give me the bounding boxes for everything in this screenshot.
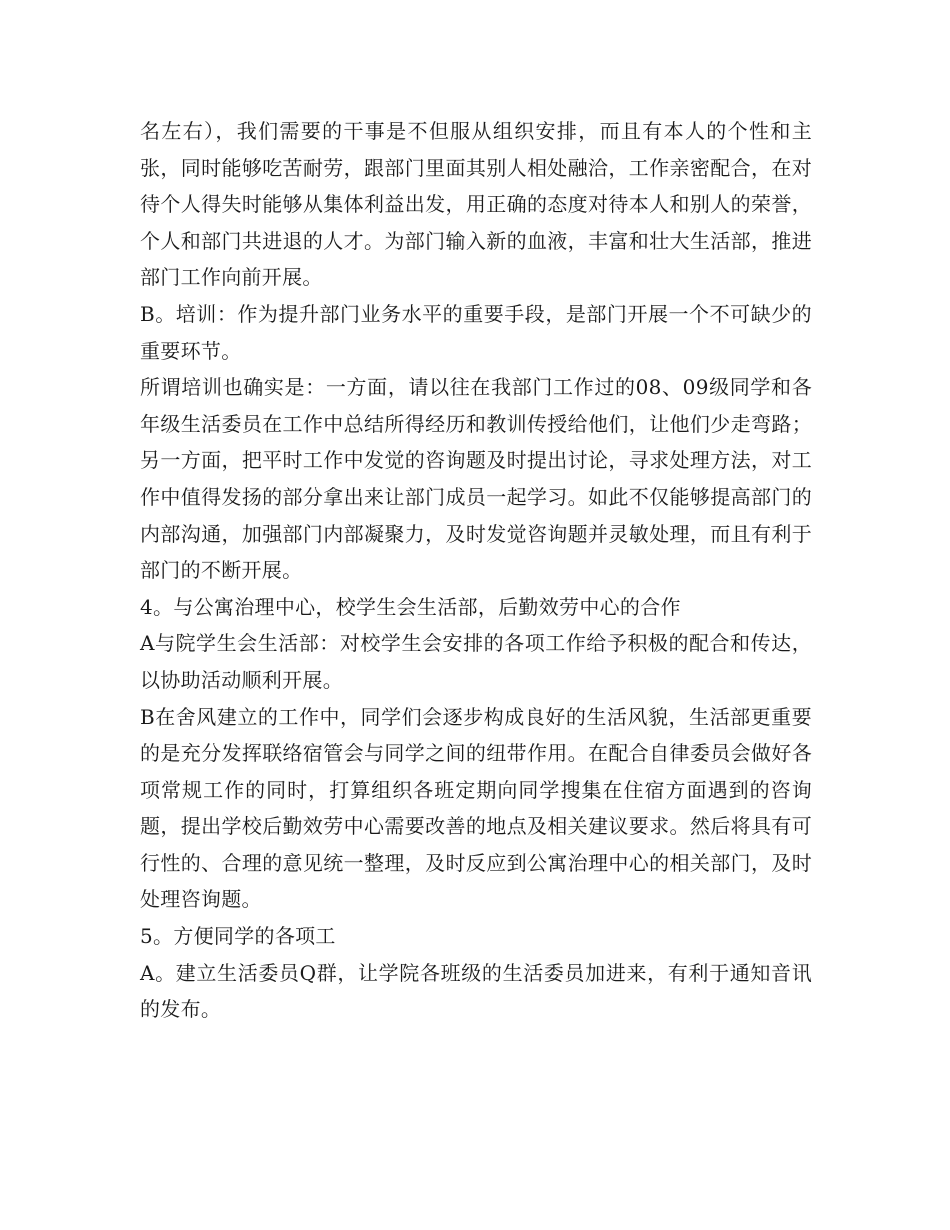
paragraph-training-heading: B。培训：作为提升部门业务水平的重要手段，是部门开展一个不可缺少的重要环节。 [140, 301, 812, 363]
section-heading-convenience: 5。方便同学的各项工 [140, 924, 336, 949]
paragraph-recruitment-continued: 名左右），我们需要的干事是不但服从组织安排，而且有本人的个性和主张，同时能够吃苦耐劳，跟部门里面其别人相处融洽，工作亲密配合，在对待个人得失时能够从集体利益出发，用正确的态度对待本人和别人的荣誉，个人和部门共进退的人才。为部门输入新的血液，丰富和壮大生活部，推进部门工作向前开展。 [140, 119, 812, 290]
paragraph-cooperation-a: A与院学生会生活部：对校学生会安排的各项工作给予积极的配合和传达，以协助活动顺利开展。 [140, 631, 812, 692]
paragraph-cooperation-b: B在舍风建立的工作中，同学们会逐步构成良好的生活风貌，生活部更重要的是充分发挥联络宿管会与同学之间的纽带作用。在配合自律委员会做好各项常规工作的同时，打算组织各班定期向同学搜集在住宿方面遇到的咨询题，提出学校后勤效劳中心需要改善的地点及相关建议要求。然后将具有可行性的、合理的意见统一整理，及时反应到公寓治理中心的相关部门，及时处理咨询题。 [140, 704, 812, 912]
document-body [140, 113, 812, 1028]
section-heading-cooperation: 4。与公寓治理中心，校学生会生活部，后勤效劳中心的合作 [140, 594, 681, 619]
paragraph-convenience-a: A。建立生活委员Q群，让学院各班级的生活委员加进来，有利于通知音讯的发布。 [140, 960, 812, 1022]
paragraph-training-detail: 所谓培训也确实是：一方面，请以往在我部门工作过的08、09级同学和各年级生活委员在工作中总结所得经历和教训传授给他们，让他们少走弯路；另一方面，把平时工作中发觉的咨询题及时提出讨论，寻求处理方法，对工作中值得发扬的部分拿出来让部门成员一起学习。如此不仅能够提高部门的内部沟通，加强部门内部凝聚力，及时发觉咨询题并灵敏处理，而且有利于部门的不断开展。 [140, 375, 812, 583]
